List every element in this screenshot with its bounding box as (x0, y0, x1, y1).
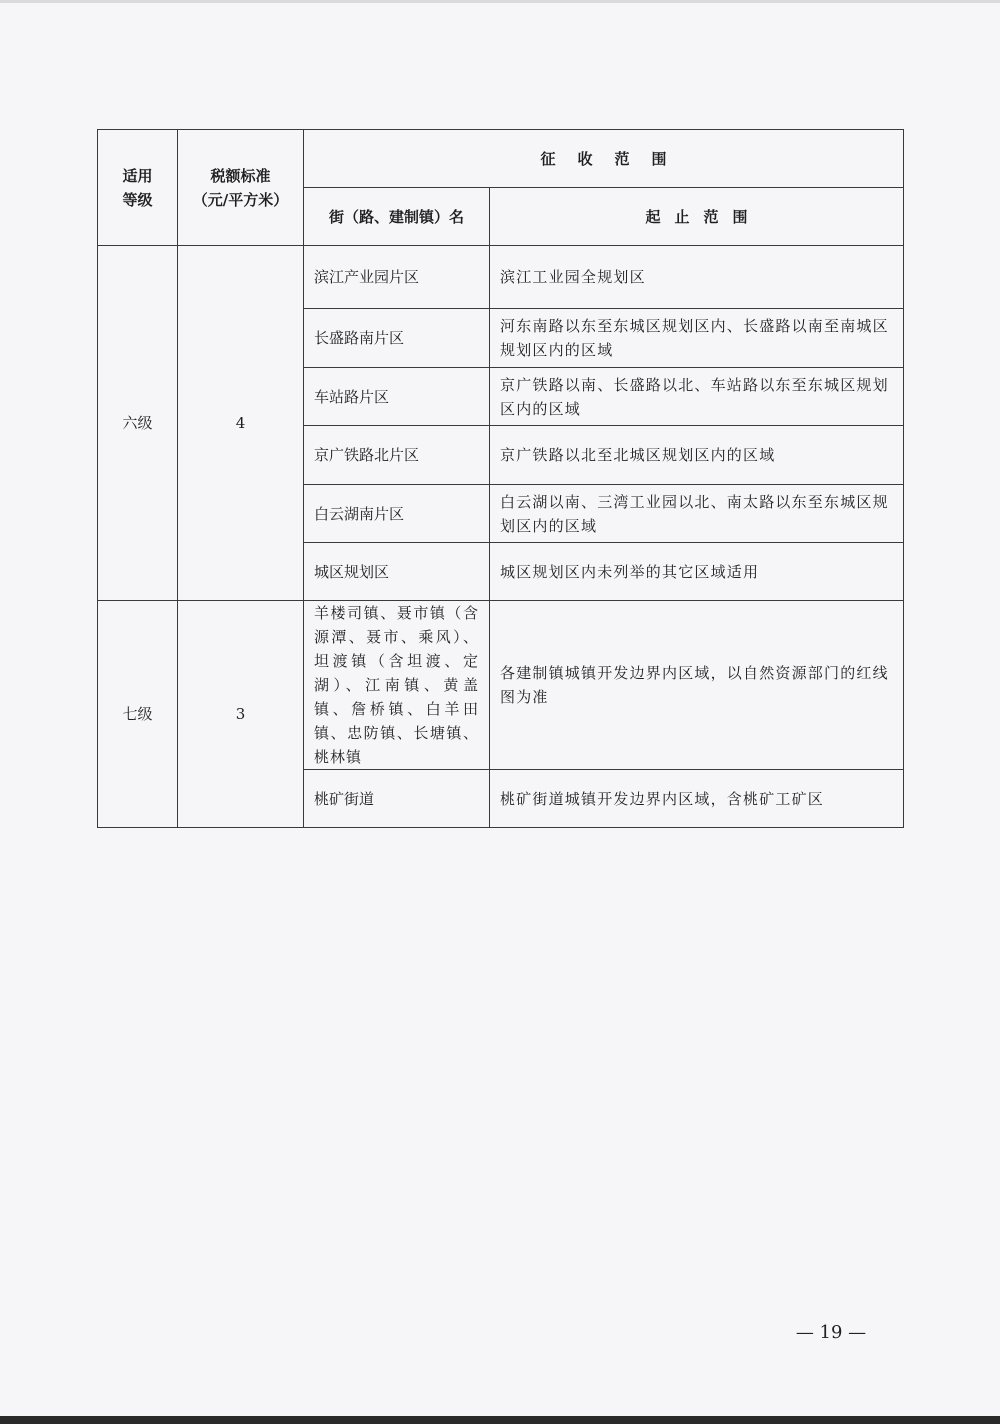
street-name: 京广铁路北片区 (304, 426, 490, 485)
range-text: 白云湖以南、三湾工业园以北、南太路以东至东城区规划区内的区域 (490, 485, 904, 543)
range-text: 滨江工业园全规划区 (490, 246, 904, 309)
street-name: 白云湖南片区 (304, 485, 490, 543)
street-name: 桃矿街道 (304, 770, 490, 828)
street-header: 街（路、建制镇）名 (304, 188, 490, 246)
street-name: 羊楼司镇、聂市镇（含源潭、聂市、乘风）、坦渡镇（含坦渡、定湖）、江南镇、黄盖镇、詹桥镇、白羊田镇、忠防镇、长塘镇、桃林镇 (304, 601, 490, 770)
range-text: 城区规划区内未列举的其它区域适用 (490, 543, 904, 601)
street-name: 长盛路南片区 (304, 309, 490, 368)
page-number: — 19 — (795, 1322, 867, 1343)
range-text: 各建制镇城镇开发边界内区域，以自然资源部门的红线图为准 (490, 601, 904, 770)
page-bottom-edge (0, 1416, 1000, 1424)
grade-cell-6: 六级 (98, 246, 178, 601)
rate-header-line2: （元/平方米） (192, 190, 289, 209)
table-row (98, 246, 904, 309)
street-name: 城区规划区 (304, 543, 490, 601)
rate-cell-6: 4 (178, 246, 304, 601)
range-text: 桃矿街道城镇开发边界内区域，含桃矿工矿区 (490, 770, 904, 828)
street-name: 车站路片区 (304, 368, 490, 426)
table-row (98, 601, 904, 770)
range-text: 河东南路以东至东城区规划区内、长盛路以南至南城区规划区内的区域 (490, 309, 904, 368)
street-name: 滨江产业园片区 (304, 246, 490, 309)
rate-header (178, 130, 304, 246)
range-header: 起止范围 (490, 188, 904, 246)
scope-header: 征收范围 (304, 130, 904, 188)
grade-header (98, 130, 178, 246)
range-text: 京广铁路以南、长盛路以北、车站路以东至东城区规划区内的区域 (490, 368, 904, 426)
grade-header-line1: 适用 (122, 166, 153, 185)
grade-header-line2: 等级 (122, 190, 153, 209)
page-top-edge (0, 0, 1000, 3)
rate-cell-7: 3 (178, 601, 304, 828)
tax-rate-table (97, 129, 904, 828)
rate-header-line1: 税额标准 (210, 166, 271, 185)
grade-cell-7: 七级 (98, 601, 178, 828)
range-text: 京广铁路以北至北城区规划区内的区域 (490, 426, 904, 485)
header-row-1 (98, 130, 904, 188)
